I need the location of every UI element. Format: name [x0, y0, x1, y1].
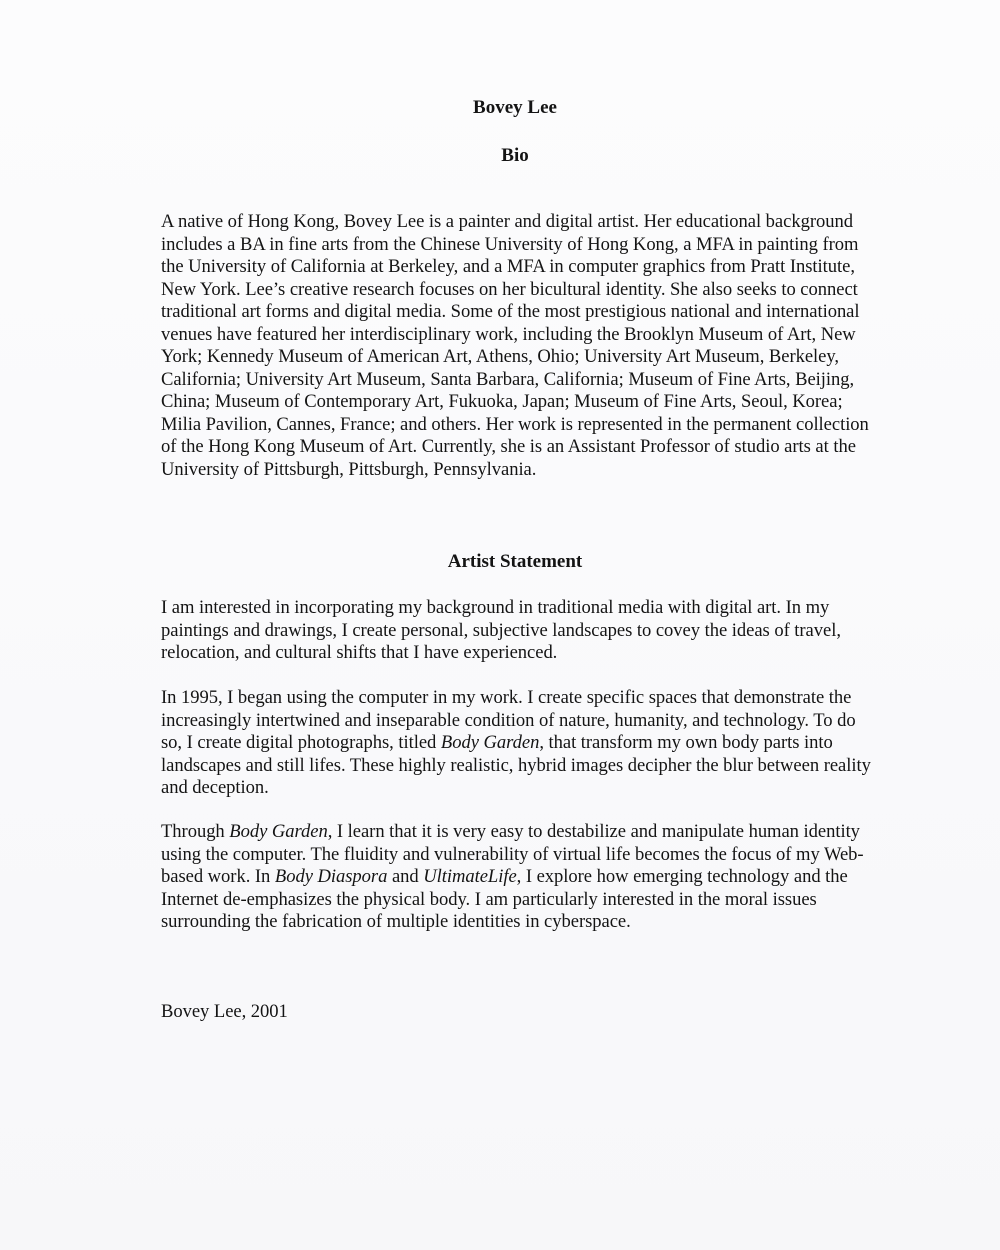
statement-p3-text-mid2: and — [387, 866, 424, 887]
work-title-body-garden: Body Garden — [229, 821, 328, 842]
statement-paragraph-1: I am interested in incorporating my background in traditional media with digital art. In my paintings and drawings, I create personal, subjective landscapes to covey the ideas of travel, relocation, and cultural shifts that I have experienced. — [161, 597, 841, 663]
statement-p3-text-before: Through — [161, 821, 230, 842]
work-title-body-diaspora: Body Diaspora — [274, 866, 388, 887]
statement-p2-text-before: In 1995, I began using the computer in my work. I create specific spaces that demonstrate the increasingly intertwined and inseparable condition of nature, humanity, and technology. To do so, I create digital photographs, titled — [161, 687, 856, 753]
statement-p2-text-after: , that transform my own body parts into landscapes and still lifes. These highly realistic, hybrid images decipher the blur between reality and deception. — [161, 732, 871, 798]
statement-paragraph-2 — [161, 687, 873, 800]
statement-paragraph-3 — [161, 821, 873, 934]
signature-line: Bovey Lee, 2001 — [161, 1001, 288, 1022]
bio-paragraph: A native of Hong Kong, Bovey Lee is a painter and digital artist. Her educational background includes a BA in fine arts from the Chinese University of Hong Kong, a MFA in painting from the University of California at Berkeley, and a MFA in computer graphics from Pratt Institute, New York. Lee’s creative research focuses on her bicultural identity. She also seeks to connect traditional art forms and digital media. Some of the most prestigious national and international venues have featured her interdisciplinary work, including the Brooklyn Museum of Art, New York; Kennedy Museum of American Art, Athens, Ohio; University Art Museum, Berkeley, California; University Art Museum, Santa Barbara, California; Museum of Fine Arts, Beijing, China; Museum of Contemporary Art, Fukuoka, Japan; Museum of Fine Arts, Seoul, Korea; Milia Pavilion, Cannes, France; and others. Her work is represented in the permanent collection of the Hong Kong Museum of Art. Currently, she is an Assistant Professor of studio arts at the University of Pittsburgh, Pittsburgh, Pennsylvania. — [161, 211, 869, 480]
statement-p3-text-mid1: , I learn that it is very easy to destabilize and manipulate human identity using the computer. The fluidity and vulnerability of virtual life becomes the focus of my Web-based work. In — [161, 821, 864, 887]
statement-p3-text-after: , I explore how emerging technology and the Internet de-emphasizes the physical body. I am particularly interested in the moral issues surrounding the fabrication of multiple identities in cyberspace. — [161, 866, 848, 932]
work-title-body-garden: Body Garden — [440, 732, 540, 753]
work-title-ultimatelife: UltimateLife — [423, 866, 517, 887]
artist-statement-heading: Artist Statement — [447, 551, 583, 572]
document-title: Bovey Lee — [473, 97, 557, 118]
bio-heading: Bio — [501, 145, 529, 166]
